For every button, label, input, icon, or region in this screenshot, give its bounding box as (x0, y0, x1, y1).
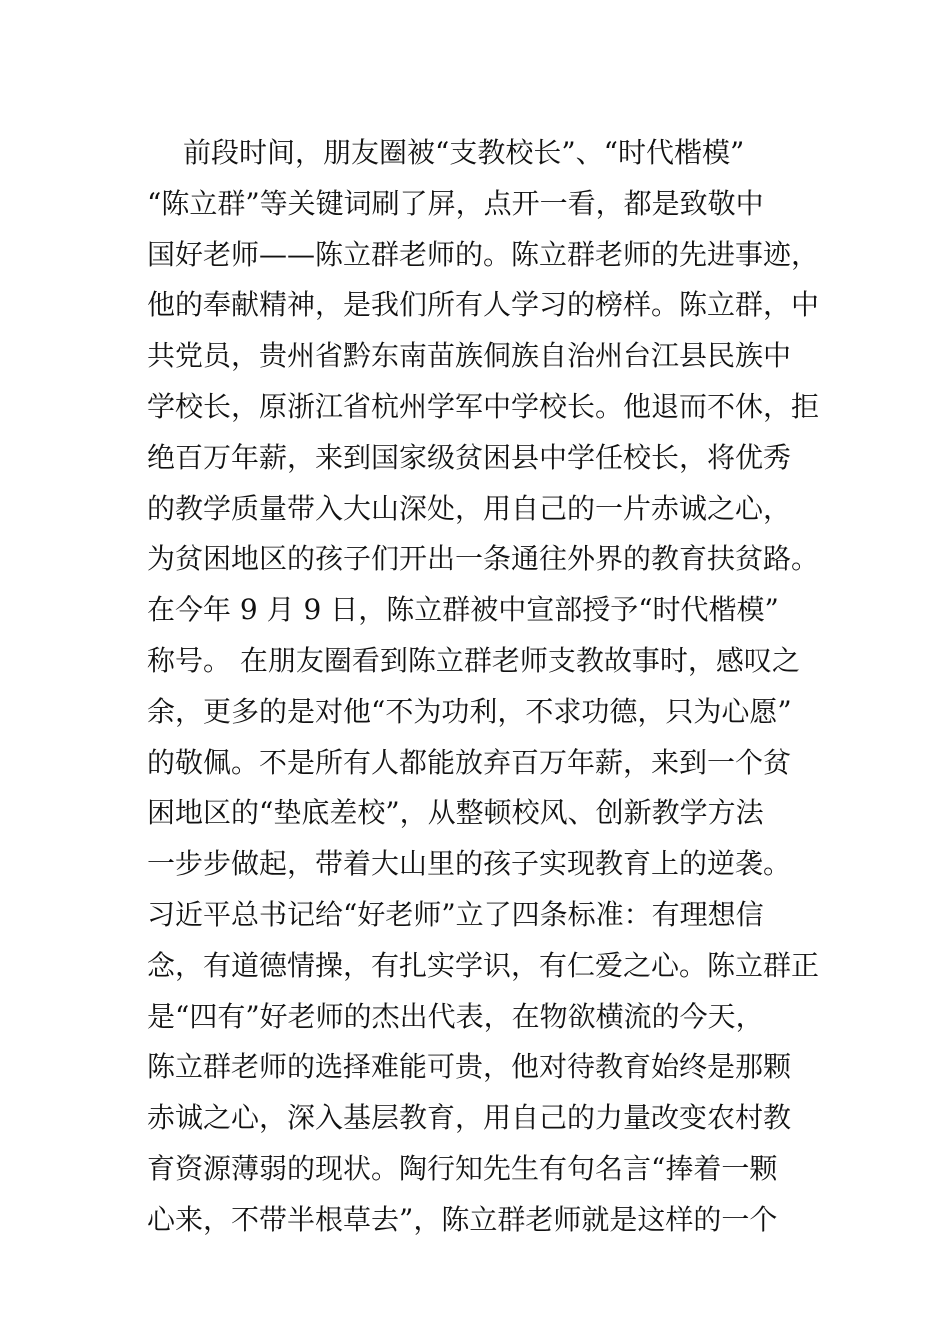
text-line: 一步步做起，带着大山里的孩子实现教育上的逆袭。 (147, 847, 792, 881)
text-line: 绝百万年薪，来到国家级贫困县中学任校长，将优秀 (147, 440, 792, 474)
text-line: 的敬佩。不是所有人都能放弃百万年薪，来到一个贫 (147, 745, 792, 779)
text-line: 心来，不带半根草去”，陈立群老师就是这样的一个 (147, 1202, 778, 1236)
text-line: 的教学质量带入大山深处，用自己的一片赤诚之心， (147, 491, 792, 525)
text-line: 前段时间，朋友圈被“支教校长”、“时代楷模” (183, 136, 745, 169)
text-line: 为贫困地区的孩子们开出一条通往外界的教育扶贫路。 (147, 542, 820, 576)
text-line: 困地区的“垫底差校”，从整顿校风、创新教学方法 (147, 796, 764, 830)
text-line: 共党员，贵州省黔东南苗族侗族自治州台江县民族中 (147, 339, 792, 373)
text-line: 他的奉献精神，是我们所有人学习的榜样。陈立群，中 (147, 288, 820, 322)
text-line: 余，更多的是对他“不为功利，不求功德，只为心愿” (147, 694, 792, 728)
text-line: 是“四有”好老师的杰出代表，在物欲横流的今天， (147, 999, 764, 1033)
text-line: 学校长，原浙江省杭州学军中学校长。他退而不休，拒 (147, 389, 820, 423)
text-line: 念，有道德情操，有扎实学识，有仁爱之心。陈立群正 (147, 948, 820, 982)
text-line: 赤诚之心，深入基层教育，用自己的力量改变农村教 (147, 1101, 792, 1135)
text-line: “陈立群”等关键词刷了屏，点开一看，都是致敬中 (147, 186, 764, 220)
text-line: 称号。 在朋友圈看到陈立群老师支教故事时，感叹之 (147, 643, 800, 677)
text-line: 习近平总书记给“好老师”立了四条标准：有理想信 (147, 897, 764, 931)
text-line: 国好老师——陈立群老师的。陈立群老师的先进事迹， (147, 237, 820, 271)
text-line: 陈立群老师的选择难能可贵，他对待教育始终是那颗 (147, 1050, 792, 1084)
text-line: 育资源薄弱的现状。陶行知先生有句名言“捧着一颗 (147, 1151, 778, 1185)
text-line: 在今年 9 月 9 日，陈立群被中宣部授予“时代楷模” (147, 593, 779, 627)
article-paragraph (147, 128, 827, 1246)
